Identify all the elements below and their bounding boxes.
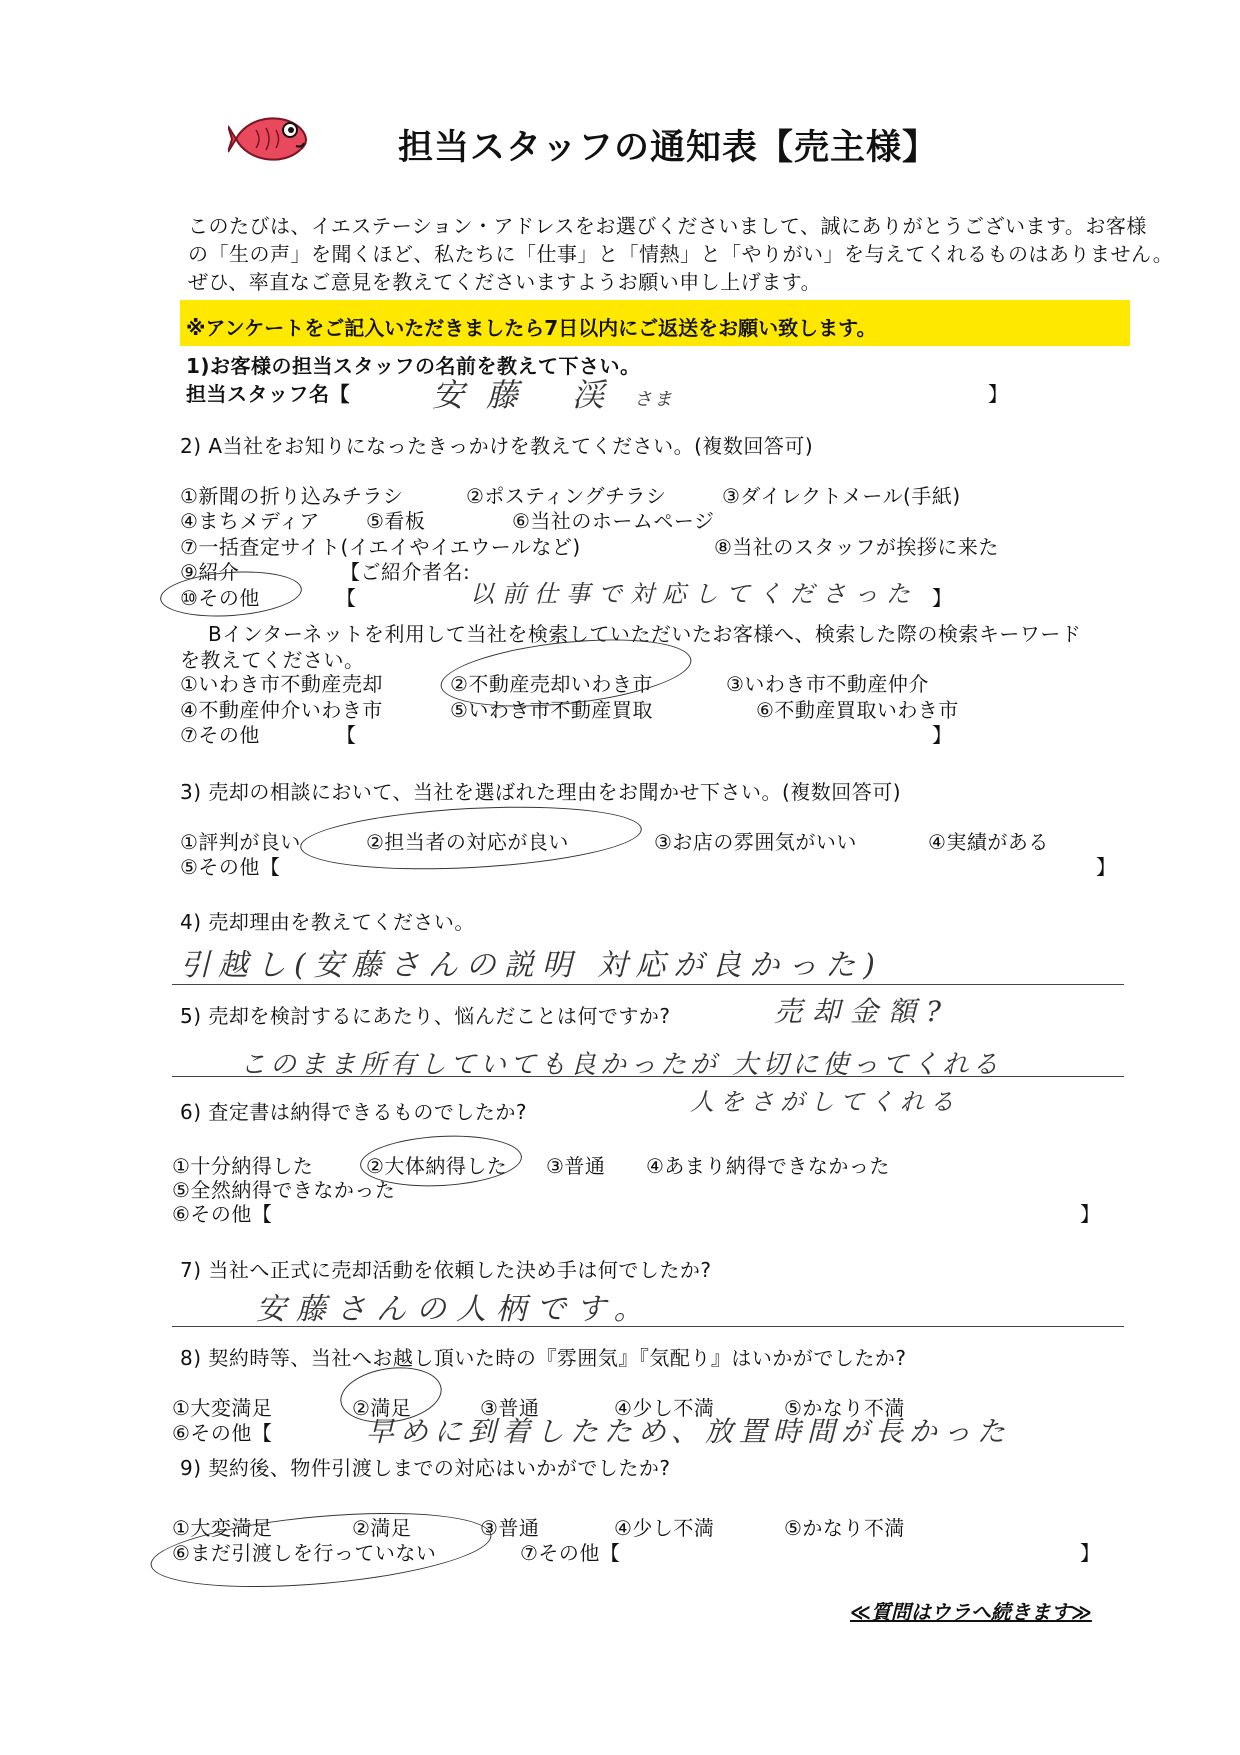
q6-opt1: ①十分納得した [172, 1154, 314, 1178]
q7-answer: 安藤さんの人柄です。 [256, 1292, 654, 1327]
q2a-opt1: ①新聞の折り込みチラシ [180, 484, 404, 508]
q2a-opt10-answer: 以前仕事で対応してくださった [470, 580, 918, 608]
footer-note: ≪質問はウラへ続きます≫ [850, 1600, 1092, 1624]
q8-title: 8) 契約時等、当社へお越し頂いた時の『雰囲気』『気配り』はいかがでしたか? [180, 1346, 907, 1370]
q2b-close: 】 [932, 723, 953, 747]
q2a-opt6: ⑥当社のホームページ [512, 509, 715, 533]
q3-opt4: ④実績がある [928, 830, 1049, 854]
q3-title: 3) 売却の相談において、当社を選ばれた理由をお聞かせ下さい。(複数回答可) [180, 780, 902, 804]
q2a-opt3: ③ダイレクトメール(手紙) [722, 484, 961, 508]
q6-opt6: ⑥その他【 [172, 1202, 273, 1226]
q1-close: 】 [988, 382, 1009, 406]
q2b-opt2: ②不動産売却いわき市 [450, 672, 653, 696]
q3-opt5: ⑤その他【 [180, 855, 281, 879]
q3-opt3: ③お店の雰囲気がいい [654, 830, 857, 854]
q8-opt1: ①大変満足 [172, 1396, 273, 1420]
notice-banner [180, 300, 1130, 346]
q9-opt1: ①大変満足 [172, 1516, 273, 1540]
q2b-title-1: Bインターネットを利用して当社を検索していただいたお客様へ、検索した際の検索キーワード [208, 622, 1082, 646]
q5-answer-1: 売却金額? [774, 995, 952, 1028]
q5-title: 5) 売却を検討するにあたり、悩んだことは何ですか? [180, 1004, 671, 1028]
q2a-opt9: ⑨紹介 [180, 560, 240, 584]
q9-opt5: ⑤かなり不満 [784, 1516, 905, 1540]
q3-opt2-circle [299, 799, 644, 877]
q2a-title: 2) A当社をお知りになったきっかけを教えてください。(複数回答可) [180, 434, 814, 458]
q8-opt3: ③普通 [480, 1396, 540, 1420]
q8-opt6: ⑥その他【 [172, 1421, 273, 1445]
q7-title: 7) 当社へ正式に売却活動を依頼した決め手は何でしたか? [180, 1258, 712, 1282]
q2a-opt7: ⑦一括査定サイト(イエイやイエウールなど) [180, 535, 581, 559]
q9-opt2: ②満足 [352, 1516, 412, 1540]
q9-opt7: ⑦その他【 [520, 1541, 621, 1565]
page-title: 担当スタッフの通知表【売主様】 [398, 128, 939, 168]
q5-answer-3: 人をさがしてくれる [690, 1088, 960, 1116]
q9-opt4: ④少し不満 [614, 1516, 715, 1540]
q8-opt5: ⑤かなり不満 [784, 1396, 905, 1420]
q2a-opt2: ②ポスティングチラシ [466, 484, 667, 508]
q3-opt2: ②担当者の対応が良い [366, 830, 569, 854]
q5-answer-line [172, 1076, 1124, 1077]
q2b-opt4: ④不動産仲介いわき市 [180, 698, 383, 722]
q7-answer-line [172, 1326, 1124, 1327]
q3-opt1: ①評判が良い [180, 830, 301, 854]
q4-title: 4) 売却理由を教えてください。 [180, 910, 475, 934]
notice-text: ※アンケートをご記入いただきましたら7日以内にご返送をお願い致します。 [186, 316, 877, 340]
q2b-open: 【 [336, 723, 357, 747]
q2a-opt4: ④まちメディア [180, 509, 320, 533]
q2a-opt10: ⑩その他 [180, 586, 260, 610]
q2a-opt8: ⑧当社のスタッフが挨拶に来た [714, 535, 999, 559]
q6-opt2: ②大体納得した [366, 1154, 508, 1178]
q9-title: 9) 契約後、物件引渡しまでの対応はいかがでしたか? [180, 1456, 671, 1480]
q2b-opt3: ③いわき市不動産仲介 [726, 672, 929, 696]
q1-title: 1)お客様の担当スタッフの名前を教えて下さい。 [186, 354, 641, 378]
q2b-title-2: を教えてください。 [180, 648, 365, 672]
q2b-opt5: ⑤いわき市不動産買取 [450, 698, 653, 722]
intro-line-3: ぜひ、率直なご意見を教えてくださいますようお願い申し上げます。 [188, 270, 822, 294]
q2b-opt6: ⑥不動産買取いわき市 [756, 698, 959, 722]
q6-close: 】 [1080, 1202, 1101, 1226]
q6-opt3: ③普通 [546, 1154, 606, 1178]
q8-opt2: ②満足 [352, 1396, 412, 1420]
q8-opt4: ④少し不満 [614, 1396, 715, 1420]
q3-close: 】 [1096, 855, 1117, 879]
q1-answer: 安藤 渓 [432, 376, 627, 414]
q9-opt3: ③普通 [480, 1516, 540, 1540]
intro-line-1: このたびは、イエステーション・アドレスをお選びくださいまして、誠にありがとうございます。お客様 [188, 214, 1147, 238]
q9-close: 】 [1080, 1541, 1101, 1565]
q2a-opt10-close: 】 [932, 586, 953, 610]
q9-opt6: ⑥まだ引渡しを行っていない [172, 1541, 437, 1565]
intro-line-2: の「生の声」を聞くほど、私たちに「仕事」と「情熱」と「やりがい」を与えてくれるものはありません。 [188, 242, 1174, 266]
q5-answer-2: このまま所有していても良かったが 大切に使ってくれる [240, 1050, 1003, 1080]
q6-opt4: ④あまり納得できなかった [646, 1154, 890, 1178]
q4-answer: 引越し(安藤さんの説明 対応が良かった) [180, 948, 883, 983]
q2b-opt1: ①いわき市不動産売却 [180, 672, 383, 696]
q1-suffix: さま [634, 389, 674, 410]
q6-opt5: ⑤全然納得できなかった [172, 1178, 396, 1202]
q1-label: 担当スタッフ名【 [186, 382, 350, 406]
q4-answer-line [172, 984, 1124, 985]
q2a-opt5: ⑤看板 [366, 509, 426, 533]
q2b-opt7: ⑦その他 [180, 723, 260, 747]
q8-answer: 早めに到着したため、放置時間が長かった [366, 1415, 1011, 1448]
q2a-opt10-open: 【 [336, 586, 357, 610]
q2a-opt9-field: 【ご紹介者名: [340, 560, 471, 584]
q6-title: 6) 査定書は納得できるものでしたか? [180, 1100, 527, 1124]
fish-icon [228, 108, 314, 170]
